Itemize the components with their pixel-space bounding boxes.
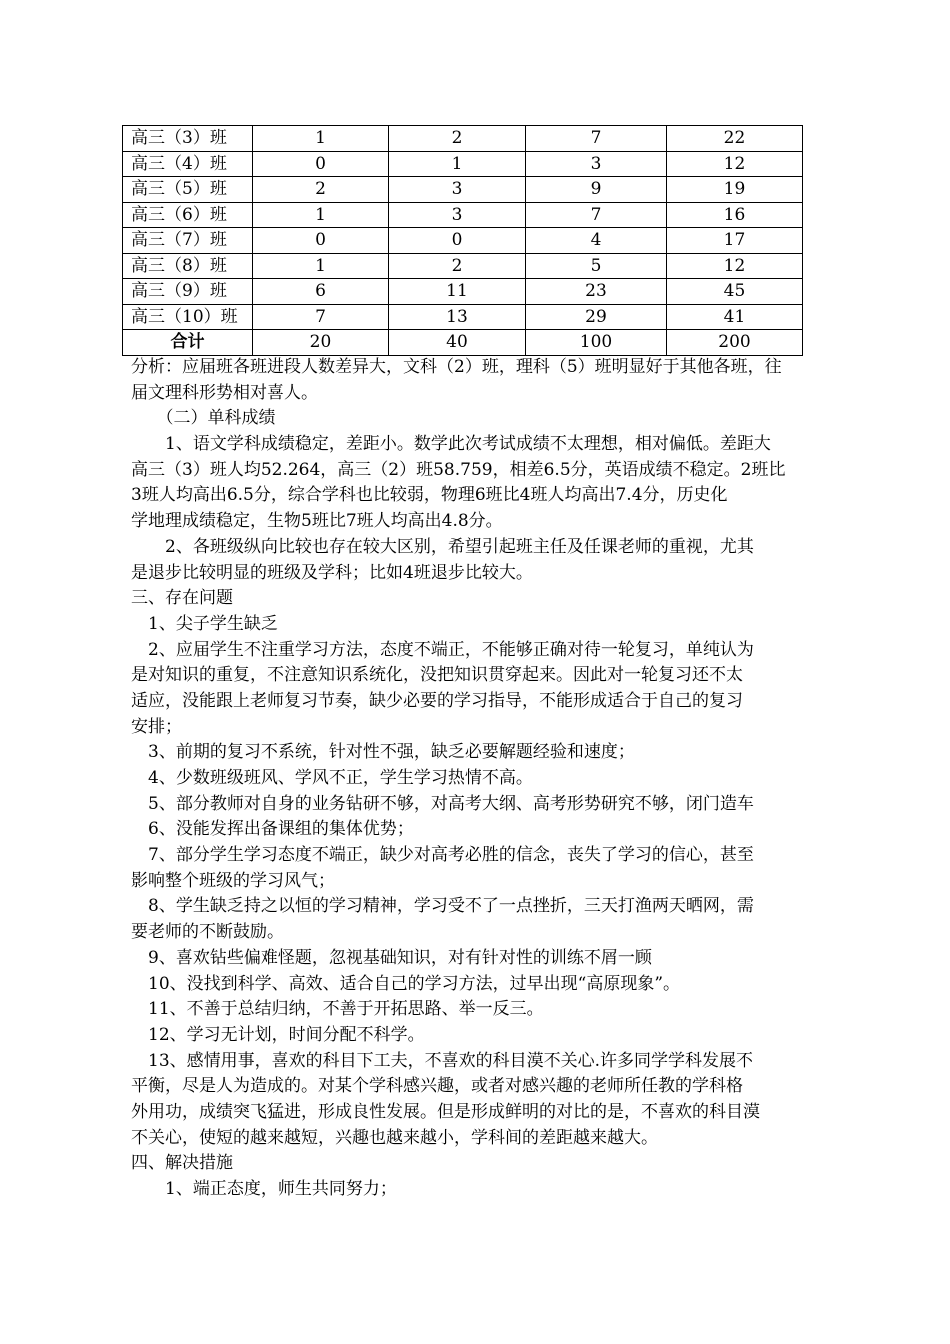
table-cell: 45	[667, 279, 803, 305]
table-cell: 3	[389, 177, 526, 203]
table-total-row	[123, 330, 803, 356]
text-line: 8、学生缺乏持之以恒的学习精神，学习受不了一点挫折，三天打渔两天晒网，需	[131, 896, 754, 917]
table-row	[123, 151, 803, 177]
table-row	[123, 304, 803, 330]
table-cell: 22	[667, 126, 803, 152]
class-stats-table	[122, 125, 803, 356]
text-line: 影响整个班级的学习风气；	[131, 870, 335, 891]
class-name-cell: 高三（3）班	[123, 126, 253, 152]
table-cell: 3	[389, 202, 526, 228]
table-cell: 7	[253, 304, 389, 330]
text-line: 2、应届学生不注重学习方法，态度不端正，不能够正确对待一轮复习，单纯认为	[131, 639, 754, 660]
table-cell: 13	[389, 304, 526, 330]
table-cell: 0	[253, 151, 389, 177]
text-line: 不关心，使短的越来越短，兴趣也越来越小，学科间的差距越来越大。	[131, 1127, 658, 1148]
table-cell: 41	[667, 304, 803, 330]
total-cell: 100	[526, 330, 667, 356]
total-label-cell: 合计	[123, 330, 253, 356]
text-line: 11、不善于总结归纳，不善于开拓思路、举一反三。	[131, 999, 544, 1020]
class-name-cell: 高三（6）班	[123, 202, 253, 228]
table-cell: 7	[526, 202, 667, 228]
table-cell: 29	[526, 304, 667, 330]
table-cell: 9	[526, 177, 667, 203]
text-line: 分析：应届班各班进段人数差异大，文科（2）班，理科（5）班明显好于其他各班，往	[131, 357, 782, 377]
section-heading: （二）单科成绩	[131, 408, 276, 429]
section-heading: 四、解决措施	[131, 1153, 233, 1174]
section-heading: 三、存在问题	[131, 588, 233, 609]
table-row	[123, 202, 803, 228]
text-line: 安排；	[131, 716, 182, 737]
table-row	[123, 253, 803, 279]
text-line: 是退步比较明显的班级及学科；比如4班退步比较大。	[131, 562, 533, 583]
table-cell: 5	[526, 253, 667, 279]
class-name-cell: 高三（10）班	[123, 304, 253, 330]
table-cell: 23	[526, 279, 667, 305]
text-line: 5、部分教师对自身的业务钻研不够，对高考大纲、高考形势研究不够，闭门造车	[131, 793, 754, 814]
text-line: 10、没找到科学、高效、适合自己的学习方法，过早出现“高原现象”。	[131, 973, 681, 994]
table-cell: 3	[526, 151, 667, 177]
table-cell: 1	[253, 253, 389, 279]
text-line: 1、尖子学生缺乏	[131, 613, 278, 634]
table-cell: 4	[526, 228, 667, 254]
total-cell: 40	[389, 330, 526, 356]
table-cell: 0	[253, 228, 389, 254]
class-name-cell: 高三（8）班	[123, 253, 253, 279]
table-row	[123, 126, 803, 152]
text-line: 4、少数班级班风、学风不正，学生学习热情不高。	[131, 768, 533, 788]
table-cell: 0	[389, 228, 526, 254]
body-text	[131, 355, 811, 1203]
text-line: 1、语文学科成绩稳定，差距小。数学此次考试成绩不太理想，相对偏低。差距大	[131, 434, 771, 455]
table-cell: 7	[526, 126, 667, 152]
table-cell: 12	[667, 151, 803, 177]
text-line: 平衡，尽是人为造成的。对某个学科感兴趣，或者对感兴趣的老师所任教的学科格	[131, 1076, 743, 1097]
text-line: 要老师的不断鼓励。	[131, 922, 284, 943]
text-line: 7、部分学生学习态度不端正，缺少对高考必胜的信念，丧失了学习的信心，甚至	[131, 845, 754, 866]
text-line: 3、前期的复习不系统，针对性不强，缺乏必要解题经验和速度；	[131, 742, 635, 763]
table-cell: 1	[253, 202, 389, 228]
text-line: 3班人均高出6.5分，综合学科也比较弱，物理6班比4班人均高出7.4分，历史化	[131, 485, 728, 506]
text-line: 是对知识的重复，不注意知识系统化，没把知识贯穿起来。因此对一轮复习还不太	[131, 665, 743, 686]
total-cell: 200	[667, 330, 803, 356]
text-line: 2、各班级纵向比较也存在较大区别，希望引起班主任及任课老师的重视，尤其	[131, 536, 754, 557]
text-line: 1、端正态度，师生共同努力；	[131, 1179, 397, 1199]
table-row	[123, 279, 803, 305]
text-line: 适应，没能跟上老师复习节奏，缺少必要的学习指导，不能形成适合于自己的复习	[131, 690, 743, 711]
table-cell: 12	[667, 253, 803, 279]
text-line: 高三（3）班人均52.264，高三（2）班58.759，相差6.5分，英语成绩不稳定。2班比	[131, 459, 786, 480]
table-cell: 2	[389, 126, 526, 152]
table-cell: 16	[667, 202, 803, 228]
text-line: 届文理科形势相对喜人。	[131, 382, 318, 403]
text-line: 9、喜欢钻些偏难怪题，忽视基础知识，对有针对性的训练不屑一顾	[131, 947, 652, 968]
text-line: 外用功，成绩突飞猛进，形成良性发展。但是形成鲜明的对比的是，不喜欢的科目漠	[131, 1101, 760, 1122]
table-row	[123, 177, 803, 203]
table-cell: 6	[253, 279, 389, 305]
table-cell: 2	[389, 253, 526, 279]
text-line: 6、没能发挥出备课组的集体优势；	[131, 819, 414, 840]
total-cell: 20	[253, 330, 389, 356]
table-row	[123, 228, 803, 254]
table-cell: 19	[667, 177, 803, 203]
text-line: 13、感情用事，喜欢的科目下工夫，不喜欢的科目漠不关心.许多同学学科发展不	[131, 1050, 754, 1071]
table-cell: 1	[389, 151, 526, 177]
class-name-cell: 高三（7）班	[123, 228, 253, 254]
table-cell: 1	[253, 126, 389, 152]
table-cell: 2	[253, 177, 389, 203]
class-name-cell: 高三（9）班	[123, 279, 253, 305]
text-line: 12、学习无计划，时间分配不科学。	[131, 1024, 425, 1045]
class-name-cell: 高三（5）班	[123, 177, 253, 203]
table-cell: 11	[389, 279, 526, 305]
class-name-cell: 高三（4）班	[123, 151, 253, 177]
text-line: 学地理成绩稳定，生物5班比7班人均高出4.8分。	[131, 511, 503, 532]
table-cell: 17	[667, 228, 803, 254]
